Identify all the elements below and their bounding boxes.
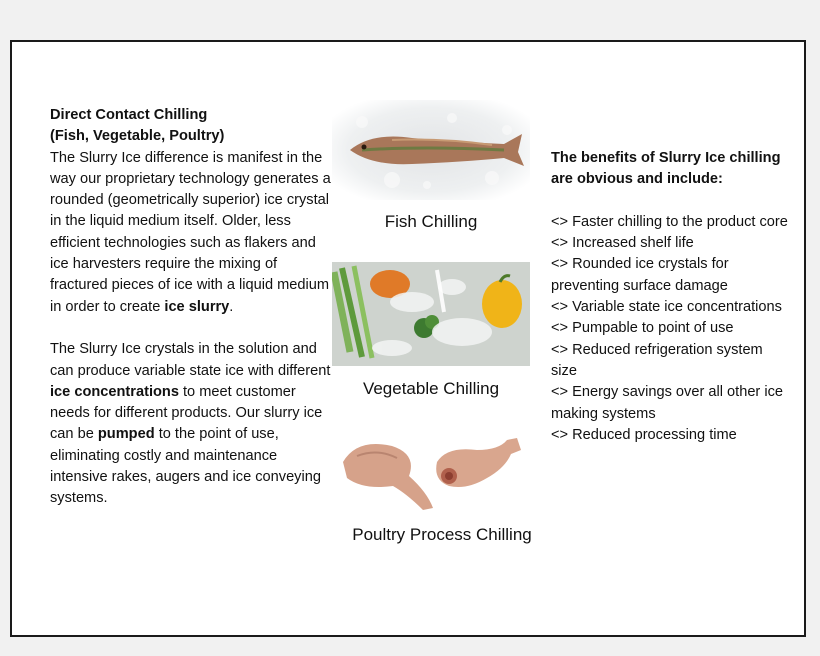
right-column (551, 148, 791, 446)
left-column (50, 105, 335, 510)
fish-caption: Fish Chilling (384, 212, 478, 231)
slide-frame (10, 40, 806, 637)
benefit-item: <> Rounded ice crystals for preventing surface damage (551, 256, 729, 294)
para2-text-c: to the point of use, eliminating costly and maintenance intensive rakes, augers and ice conveying systems. (50, 426, 321, 507)
poultry-caption: Poultry Process Chilling (352, 525, 532, 544)
poultry-image (337, 432, 533, 514)
vegetable-caption: Vegetable Chilling (362, 379, 500, 398)
benefit-item: <> Reduced refrigeration system size (551, 341, 763, 379)
para2-text-b: to meet customer needs for different products. Our slurry ice can be (50, 383, 323, 443)
left-paragraph-2 (50, 339, 335, 509)
fish-image (332, 100, 530, 200)
benefit-item: <> Variable state ice concentrations (551, 299, 782, 316)
para1-text: The Slurry Ice difference is manifest in the way our proprietary technology generates a rounded (geometrically superior) ice crystal in the liquid medium itself. Older, less efficient technologies such as flakers and ice harvesters require the mixing of fractured pieces of ice with a liquid medium in order to create (50, 149, 331, 315)
para2-bold-pumped: pumped (97, 426, 155, 443)
benefit-item: <> Reduced processing time (551, 426, 737, 443)
benefit-item: <> Pumpable to point of use (551, 320, 734, 337)
benefit-item: <> Energy savings over all other ice making systems (551, 384, 784, 422)
benefit-item: <> Increased shelf life (551, 235, 694, 252)
para2-text-a: The Slurry Ice crystals in the solution and can produce variable state ice with different (50, 341, 331, 379)
para1-end: . (229, 298, 234, 315)
left-heading-line2: (Fish, Vegetable, Poultry) (50, 128, 225, 145)
vegetable-image (332, 262, 530, 366)
para2-bold-ice-concentrations: ice concentrations (50, 383, 179, 400)
left-heading-line1: Direct Contact Chilling (50, 107, 208, 123)
left-paragraph-1 (50, 148, 335, 318)
para1-bold-ice-slurry: ice slurry (164, 298, 230, 315)
benefits-heading: The benefits of Slurry Ice chilling are obvious and include: (551, 150, 781, 188)
benefit-item: <> Faster chilling to the product core (551, 213, 788, 230)
